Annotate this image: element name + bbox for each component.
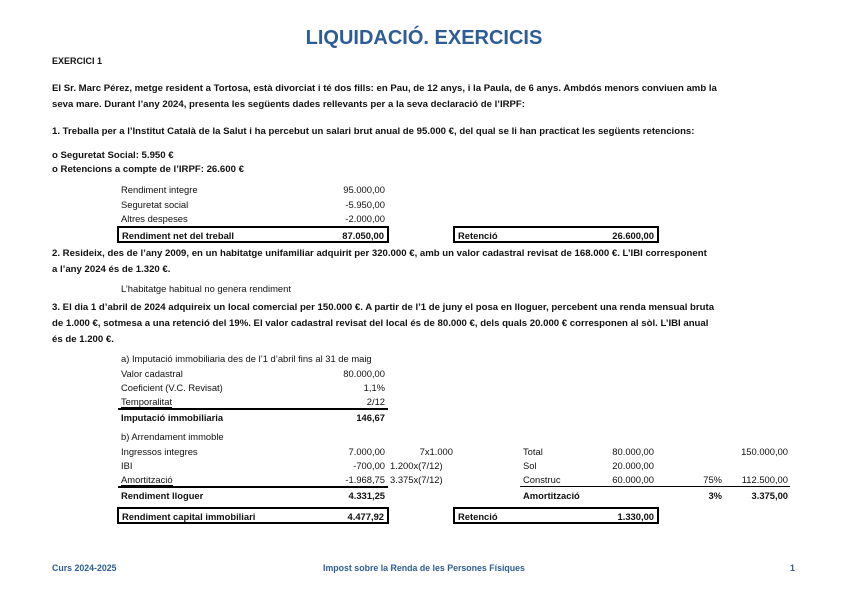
side-row-amount: 112.500,00	[741, 474, 788, 485]
footer-page-number: 1	[790, 563, 795, 573]
q3-a-row-value: 2/12	[366, 396, 385, 407]
q1-row-label: Rendiment integre	[121, 184, 198, 195]
exercise-label: EXERCICI 1	[52, 56, 103, 66]
q3-a-total-value: 146,67	[356, 412, 385, 423]
page-title: LIQUIDACIÓ. EXERCICIS	[305, 27, 543, 49]
q3-a-row-label: Coeficient (V.C. Revisat)	[121, 382, 223, 393]
q1-row-value: -5.950,00	[345, 199, 385, 210]
q1-row-value: 95.000,00	[343, 184, 385, 195]
q3-b-total-value: 4.331,25	[348, 490, 385, 501]
q3-final-box	[117, 507, 389, 524]
side-row-value: 80.000,00	[612, 446, 654, 457]
q1-bullet: o Seguretat Social: 5.950 €	[52, 150, 174, 161]
q1-retention-value: 26.600,00	[612, 230, 654, 241]
q1-net-box	[117, 226, 389, 243]
q3-b-row-value: -700,00	[353, 460, 385, 471]
q3-b-row-label: Amortització	[121, 474, 173, 485]
side-divider	[520, 486, 790, 487]
q3-b-row-value: 7.000,00	[348, 446, 385, 457]
q1-net-label: Rendiment net del treball	[122, 230, 234, 241]
side-row-label: Sol	[523, 460, 537, 471]
q3-text-3: és de 1.200 €.	[52, 334, 114, 345]
q1-bullet: o Retencions a compte de l’IRPF: 26.600 €	[52, 164, 244, 175]
q3-a-row-value: 1,1%	[363, 382, 385, 393]
side-row-label: Total	[523, 446, 543, 457]
q2-note: L’habitatge habitual no genera rendiment	[121, 283, 291, 294]
q3-b-row-label: Ingressos integres	[121, 446, 198, 457]
q2-text-1: 2. Resideix, des de l’any 2009, en un habitatge unifamiliar adquirit per 320.000 €, amb un valor cadastral revisat de 168.000 €. L’IBI corresponent	[52, 248, 707, 259]
q3-a-total-label: Imputació immobiliaria	[121, 412, 224, 423]
side-row-amount: 150.000,00	[741, 446, 788, 457]
q3-b-row-note: 7x1.000	[419, 446, 453, 457]
q3-a-divider	[118, 408, 388, 410]
q3-final-label: Rendiment capital immobiliari	[122, 511, 256, 522]
q3-a-row-value: 80.000,00	[343, 368, 385, 379]
q1-row-label: Seguretat social	[121, 199, 189, 210]
footer-course: Curs 2024-2025	[52, 563, 117, 573]
q3-b-divider	[118, 486, 388, 488]
q3-a-title: a) Imputació immobiliaria des de l’1 d’abril fins al 31 de maig	[121, 353, 372, 364]
q3-a-row-label: Valor cadastral	[121, 368, 183, 379]
q2-text-2: a l’any 2024 és de 1.320 €.	[52, 264, 171, 275]
q3-retention-box	[453, 507, 659, 524]
side-row-value: 20.000,00	[612, 460, 654, 471]
q3-b-row-label: IBI	[121, 460, 133, 471]
side-amort-label: Amortització	[523, 490, 580, 501]
intro-line-2: seva mare. Durant l’any 2024, presenta les següents dades rellevants per a la seva declaració de l’IRPF:	[52, 99, 525, 110]
q3-text-2: de 1.000 €, sotmesa a una retenció del 19%. El valor cadastral revisat del local és de 80.000 €, dels quals 20.000 € corresponen al sòl. L’IBI anual	[52, 318, 709, 329]
q3-b-title: b) Arrendament immoble	[121, 431, 224, 442]
intro-line-1: El Sr. Marc Pérez, metge resident a Tortosa, està divorciat i té dos fills: en Pau, de 12 anys, i la Paula, de 6 anys. Ambdós menors conviuen amb la	[52, 83, 717, 94]
q1-row-label: Altres despeses	[121, 213, 188, 224]
q3-text-1: 3. El dia 1 d’abril de 2024 adquireix un local comercial per 150.000 €. A partir de l’1 de juny el posa en lloguer, percebent una renda mensual bruta	[52, 302, 715, 313]
q1-net-value: 87.050,00	[342, 230, 384, 241]
side-amort-pct: 3%	[708, 490, 722, 501]
q3-retention-label: Retenció	[458, 511, 498, 522]
q3-final-value: 4.477,92	[347, 511, 384, 522]
q1-retention-box	[453, 226, 659, 243]
q3-retention-value: 1.330,00	[617, 511, 654, 522]
q3-b-total-label: Rendiment lloguer	[121, 490, 204, 501]
q1-text: 1. Treballa per a l’Institut Català de la Salut i ha percebut un salari brut anual de 95.000 €, del qual se li han practicat les següents retencions:	[52, 126, 695, 137]
side-row-label: Construc	[523, 474, 561, 485]
side-row-value: 60.000,00	[612, 474, 654, 485]
q1-retention-label: Retenció	[458, 230, 498, 241]
side-amort-amount: 3.375,00	[751, 490, 788, 501]
q3-b-row-value: -1.968,75	[345, 474, 385, 485]
q3-a-row-label: Temporalitat	[121, 396, 173, 407]
side-row-pct: 75%	[703, 474, 722, 485]
q1-row-value: -2.000,00	[345, 213, 385, 224]
q3-b-row-note: 1.200x(7/12)	[390, 460, 443, 471]
q3-b-row-note: 3.375x(7/12)	[390, 474, 443, 485]
footer-subject: Impost sobre la Renda de les Persones Físiques	[323, 563, 525, 573]
